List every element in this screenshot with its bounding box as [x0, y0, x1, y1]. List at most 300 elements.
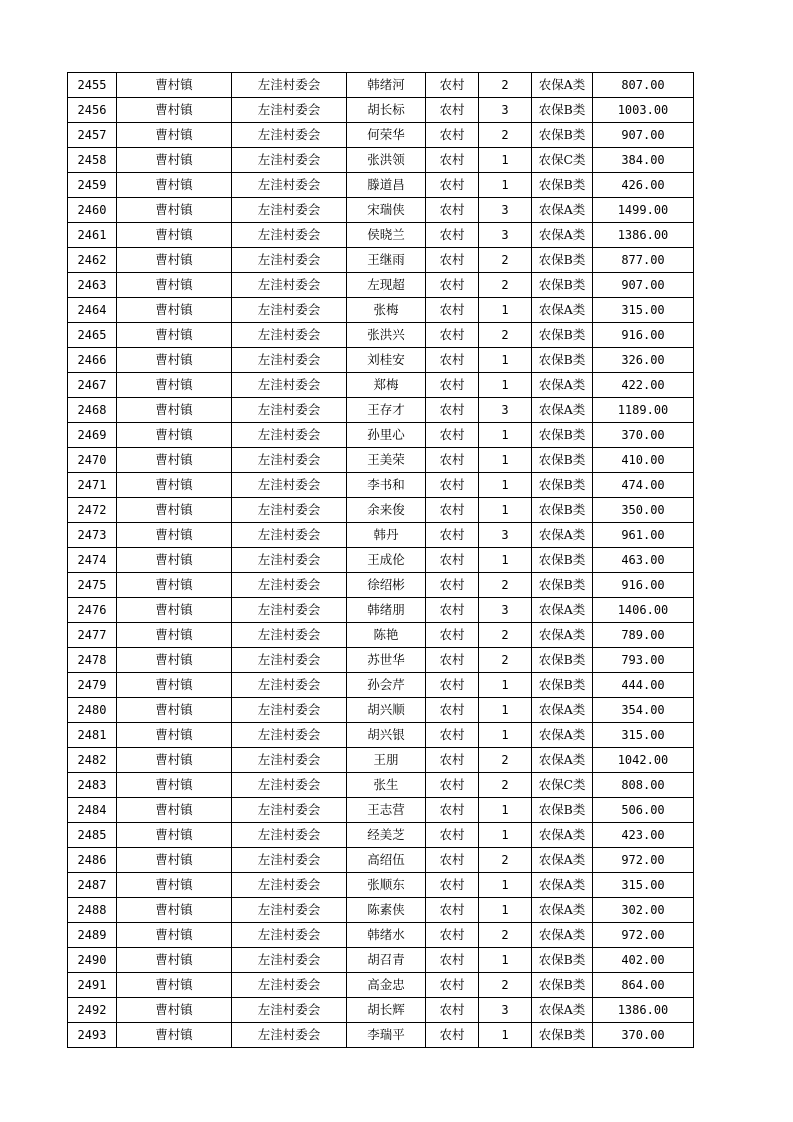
table-row: [68, 873, 694, 898]
cell-town: 曹村镇: [117, 973, 232, 998]
cell-village-committee: 左洼村委会: [232, 673, 347, 698]
cell-person-name: 左现超: [347, 273, 426, 298]
cell-household-size: 2: [479, 923, 532, 948]
cell-person-name: 经美芝: [347, 823, 426, 848]
table-row: [68, 123, 694, 148]
cell-person-name: 滕道昌: [347, 173, 426, 198]
cell-serial-number: 2493: [68, 1023, 117, 1048]
table-row: [68, 548, 694, 573]
cell-household-size: 1: [479, 798, 532, 823]
cell-serial-number: 2477: [68, 623, 117, 648]
cell-serial-number: 2472: [68, 498, 117, 523]
cell-insurance-category: 农保A类: [532, 298, 593, 323]
cell-insurance-category: 农保B类: [532, 548, 593, 573]
table-row: [68, 323, 694, 348]
cell-village-committee: 左洼村委会: [232, 398, 347, 423]
cell-town: 曹村镇: [117, 773, 232, 798]
cell-village-committee: 左洼村委会: [232, 773, 347, 798]
cell-insurance-category: 农保B类: [532, 573, 593, 598]
cell-village-committee: 左洼村委会: [232, 223, 347, 248]
cell-insurance-category: 农保A类: [532, 723, 593, 748]
cell-insurance-category: 农保A类: [532, 73, 593, 98]
cell-insurance-category: 农保C类: [532, 773, 593, 798]
cell-village-committee: 左洼村委会: [232, 948, 347, 973]
cell-household-size: 2: [479, 648, 532, 673]
cell-town: 曹村镇: [117, 298, 232, 323]
cell-area-type: 农村: [426, 598, 479, 623]
cell-household-size: 3: [479, 98, 532, 123]
cell-insurance-category: 农保A类: [532, 823, 593, 848]
cell-serial-number: 2462: [68, 248, 117, 273]
cell-town: 曹村镇: [117, 123, 232, 148]
table-row: [68, 823, 694, 848]
cell-person-name: 王朋: [347, 748, 426, 773]
cell-insurance-category: 农保A类: [532, 223, 593, 248]
cell-town: 曹村镇: [117, 373, 232, 398]
cell-town: 曹村镇: [117, 948, 232, 973]
cell-town: 曹村镇: [117, 648, 232, 673]
cell-amount: 474.00: [593, 473, 694, 498]
cell-town: 曹村镇: [117, 1023, 232, 1048]
cell-household-size: 1: [479, 473, 532, 498]
cell-household-size: 2: [479, 623, 532, 648]
cell-area-type: 农村: [426, 623, 479, 648]
cell-area-type: 农村: [426, 98, 479, 123]
cell-town: 曹村镇: [117, 523, 232, 548]
cell-town: 曹村镇: [117, 148, 232, 173]
cell-amount: 315.00: [593, 723, 694, 748]
cell-household-size: 1: [479, 448, 532, 473]
cell-town: 曹村镇: [117, 73, 232, 98]
cell-amount: 1042.00: [593, 748, 694, 773]
cell-household-size: 2: [479, 848, 532, 873]
table-row: [68, 773, 694, 798]
cell-town: 曹村镇: [117, 248, 232, 273]
cell-household-size: 1: [479, 373, 532, 398]
cell-insurance-category: 农保A类: [532, 898, 593, 923]
cell-insurance-category: 农保A类: [532, 598, 593, 623]
cell-village-committee: 左洼村委会: [232, 548, 347, 573]
table-row: [68, 1023, 694, 1048]
cell-area-type: 农村: [426, 523, 479, 548]
cell-area-type: 农村: [426, 548, 479, 573]
cell-amount: 972.00: [593, 923, 694, 948]
cell-insurance-category: 农保B类: [532, 423, 593, 448]
cell-household-size: 3: [479, 198, 532, 223]
table-row: [68, 448, 694, 473]
cell-insurance-category: 农保A类: [532, 873, 593, 898]
cell-town: 曹村镇: [117, 548, 232, 573]
cell-town: 曹村镇: [117, 898, 232, 923]
cell-person-name: 高金忠: [347, 973, 426, 998]
cell-town: 曹村镇: [117, 98, 232, 123]
cell-amount: 410.00: [593, 448, 694, 473]
table-row: [68, 223, 694, 248]
cell-serial-number: 2474: [68, 548, 117, 573]
cell-household-size: 2: [479, 748, 532, 773]
cell-area-type: 农村: [426, 698, 479, 723]
cell-area-type: 农村: [426, 773, 479, 798]
cell-serial-number: 2487: [68, 873, 117, 898]
table-row: [68, 673, 694, 698]
cell-area-type: 农村: [426, 248, 479, 273]
cell-village-committee: 左洼村委会: [232, 298, 347, 323]
cell-town: 曹村镇: [117, 848, 232, 873]
cell-town: 曹村镇: [117, 573, 232, 598]
cell-amount: 422.00: [593, 373, 694, 398]
cell-person-name: 胡兴银: [347, 723, 426, 748]
cell-village-committee: 左洼村委会: [232, 873, 347, 898]
cell-area-type: 农村: [426, 73, 479, 98]
cell-area-type: 农村: [426, 348, 479, 373]
cell-amount: 370.00: [593, 423, 694, 448]
cell-insurance-category: 农保A类: [532, 398, 593, 423]
cell-insurance-category: 农保B类: [532, 273, 593, 298]
cell-serial-number: 2490: [68, 948, 117, 973]
cell-town: 曹村镇: [117, 448, 232, 473]
cell-amount: 463.00: [593, 548, 694, 573]
cell-serial-number: 2483: [68, 773, 117, 798]
cell-village-committee: 左洼村委会: [232, 173, 347, 198]
cell-insurance-category: 农保B类: [532, 673, 593, 698]
table-row: [68, 848, 694, 873]
cell-household-size: 1: [479, 173, 532, 198]
cell-area-type: 农村: [426, 498, 479, 523]
cell-area-type: 农村: [426, 173, 479, 198]
cell-household-size: 3: [479, 523, 532, 548]
cell-area-type: 农村: [426, 823, 479, 848]
table-row: [68, 173, 694, 198]
cell-insurance-category: 农保B类: [532, 948, 593, 973]
cell-village-committee: 左洼村委会: [232, 648, 347, 673]
cell-amount: 506.00: [593, 798, 694, 823]
cell-insurance-category: 农保B类: [532, 798, 593, 823]
cell-insurance-category: 农保B类: [532, 448, 593, 473]
cell-insurance-category: 农保C类: [532, 148, 593, 173]
cell-village-committee: 左洼村委会: [232, 723, 347, 748]
cell-area-type: 农村: [426, 448, 479, 473]
cell-area-type: 农村: [426, 123, 479, 148]
cell-insurance-category: 农保B类: [532, 648, 593, 673]
cell-village-committee: 左洼村委会: [232, 198, 347, 223]
cell-area-type: 农村: [426, 973, 479, 998]
cell-person-name: 张梅: [347, 298, 426, 323]
cell-person-name: 韩绪水: [347, 923, 426, 948]
cell-amount: 402.00: [593, 948, 694, 973]
cell-person-name: 侯晓兰: [347, 223, 426, 248]
table-row: [68, 948, 694, 973]
table-row: [68, 923, 694, 948]
cell-person-name: 王志营: [347, 798, 426, 823]
cell-amount: 793.00: [593, 648, 694, 673]
cell-amount: 916.00: [593, 573, 694, 598]
cell-amount: 1386.00: [593, 223, 694, 248]
cell-person-name: 韩丹: [347, 523, 426, 548]
cell-serial-number: 2465: [68, 323, 117, 348]
cell-amount: 1386.00: [593, 998, 694, 1023]
cell-household-size: 3: [479, 998, 532, 1023]
cell-serial-number: 2489: [68, 923, 117, 948]
cell-town: 曹村镇: [117, 198, 232, 223]
cell-village-committee: 左洼村委会: [232, 98, 347, 123]
cell-area-type: 农村: [426, 423, 479, 448]
cell-village-committee: 左洼村委会: [232, 523, 347, 548]
cell-area-type: 农村: [426, 398, 479, 423]
cell-insurance-category: 农保A类: [532, 198, 593, 223]
table-row: [68, 423, 694, 448]
cell-serial-number: 2485: [68, 823, 117, 848]
table-row: [68, 623, 694, 648]
cell-area-type: 农村: [426, 323, 479, 348]
cell-insurance-category: 农保A类: [532, 998, 593, 1023]
cell-person-name: 孙里心: [347, 423, 426, 448]
cell-serial-number: 2478: [68, 648, 117, 673]
cell-person-name: 陈素侠: [347, 898, 426, 923]
cell-town: 曹村镇: [117, 673, 232, 698]
cell-household-size: 2: [479, 973, 532, 998]
cell-insurance-category: 农保B类: [532, 98, 593, 123]
cell-serial-number: 2470: [68, 448, 117, 473]
cell-household-size: 1: [479, 898, 532, 923]
cell-household-size: 1: [479, 823, 532, 848]
cell-town: 曹村镇: [117, 823, 232, 848]
cell-person-name: 余来俊: [347, 498, 426, 523]
cell-amount: 1003.00: [593, 98, 694, 123]
cell-household-size: 1: [479, 948, 532, 973]
table-row: [68, 573, 694, 598]
cell-household-size: 1: [479, 348, 532, 373]
cell-amount: 864.00: [593, 973, 694, 998]
cell-amount: 350.00: [593, 498, 694, 523]
cell-person-name: 徐绍彬: [347, 573, 426, 598]
cell-area-type: 农村: [426, 473, 479, 498]
cell-village-committee: 左洼村委会: [232, 623, 347, 648]
table-row: [68, 148, 694, 173]
table-row: [68, 98, 694, 123]
cell-serial-number: 2491: [68, 973, 117, 998]
cell-person-name: 何荣华: [347, 123, 426, 148]
cell-person-name: 郑梅: [347, 373, 426, 398]
cell-person-name: 张顺东: [347, 873, 426, 898]
table-row: [68, 698, 694, 723]
cell-household-size: 2: [479, 73, 532, 98]
cell-serial-number: 2486: [68, 848, 117, 873]
cell-household-size: 1: [479, 298, 532, 323]
cell-town: 曹村镇: [117, 223, 232, 248]
cell-household-size: 1: [479, 423, 532, 448]
cell-village-committee: 左洼村委会: [232, 373, 347, 398]
cell-village-committee: 左洼村委会: [232, 423, 347, 448]
cell-household-size: 2: [479, 773, 532, 798]
cell-serial-number: 2467: [68, 373, 117, 398]
table-row: [68, 198, 694, 223]
cell-person-name: 孙会芹: [347, 673, 426, 698]
cell-household-size: 1: [479, 723, 532, 748]
table-row: [68, 73, 694, 98]
cell-serial-number: 2492: [68, 998, 117, 1023]
cell-serial-number: 2466: [68, 348, 117, 373]
table-row: [68, 898, 694, 923]
cell-person-name: 刘桂安: [347, 348, 426, 373]
cell-town: 曹村镇: [117, 723, 232, 748]
cell-serial-number: 2479: [68, 673, 117, 698]
cell-town: 曹村镇: [117, 348, 232, 373]
cell-serial-number: 2488: [68, 898, 117, 923]
cell-amount: 916.00: [593, 323, 694, 348]
cell-area-type: 农村: [426, 898, 479, 923]
cell-village-committee: 左洼村委会: [232, 448, 347, 473]
cell-village-committee: 左洼村委会: [232, 923, 347, 948]
cell-person-name: 张生: [347, 773, 426, 798]
cell-household-size: 2: [479, 573, 532, 598]
cell-amount: 907.00: [593, 273, 694, 298]
cell-serial-number: 2455: [68, 73, 117, 98]
document-page: [67, 72, 693, 1048]
table-row: [68, 498, 694, 523]
cell-village-committee: 左洼村委会: [232, 248, 347, 273]
cell-village-committee: 左洼村委会: [232, 1023, 347, 1048]
cell-amount: 370.00: [593, 1023, 694, 1048]
cell-area-type: 农村: [426, 573, 479, 598]
cell-household-size: 3: [479, 223, 532, 248]
table-row: [68, 723, 694, 748]
cell-household-size: 3: [479, 598, 532, 623]
cell-insurance-category: 农保B类: [532, 173, 593, 198]
cell-town: 曹村镇: [117, 698, 232, 723]
cell-person-name: 李瑞平: [347, 1023, 426, 1048]
cell-area-type: 农村: [426, 198, 479, 223]
cell-town: 曹村镇: [117, 498, 232, 523]
cell-serial-number: 2464: [68, 298, 117, 323]
cell-serial-number: 2482: [68, 748, 117, 773]
cell-person-name: 陈艳: [347, 623, 426, 648]
cell-person-name: 王继雨: [347, 248, 426, 273]
cell-area-type: 农村: [426, 298, 479, 323]
cell-amount: 877.00: [593, 248, 694, 273]
cell-village-committee: 左洼村委会: [232, 973, 347, 998]
cell-serial-number: 2484: [68, 798, 117, 823]
cell-household-size: 1: [479, 873, 532, 898]
cell-insurance-category: 农保B类: [532, 123, 593, 148]
cell-area-type: 农村: [426, 673, 479, 698]
cell-village-committee: 左洼村委会: [232, 798, 347, 823]
cell-serial-number: 2481: [68, 723, 117, 748]
cell-town: 曹村镇: [117, 173, 232, 198]
cell-amount: 1406.00: [593, 598, 694, 623]
cell-area-type: 农村: [426, 723, 479, 748]
cell-village-committee: 左洼村委会: [232, 823, 347, 848]
cell-town: 曹村镇: [117, 398, 232, 423]
cell-town: 曹村镇: [117, 473, 232, 498]
cell-serial-number: 2456: [68, 98, 117, 123]
cell-amount: 315.00: [593, 873, 694, 898]
cell-amount: 1499.00: [593, 198, 694, 223]
cell-insurance-category: 农保A类: [532, 848, 593, 873]
table-row: [68, 798, 694, 823]
cell-household-size: 1: [479, 698, 532, 723]
cell-amount: 315.00: [593, 298, 694, 323]
table-row: [68, 273, 694, 298]
cell-area-type: 农村: [426, 923, 479, 948]
table-row: [68, 648, 694, 673]
cell-person-name: 王存才: [347, 398, 426, 423]
cell-village-committee: 左洼村委会: [232, 998, 347, 1023]
cell-insurance-category: 农保A类: [532, 373, 593, 398]
cell-serial-number: 2457: [68, 123, 117, 148]
table-row: [68, 398, 694, 423]
cell-town: 曹村镇: [117, 998, 232, 1023]
cell-town: 曹村镇: [117, 923, 232, 948]
cell-insurance-category: 农保B类: [532, 498, 593, 523]
cell-amount: 907.00: [593, 123, 694, 148]
cell-town: 曹村镇: [117, 798, 232, 823]
cell-village-committee: 左洼村委会: [232, 73, 347, 98]
cell-amount: 426.00: [593, 173, 694, 198]
cell-area-type: 农村: [426, 948, 479, 973]
cell-household-size: 2: [479, 273, 532, 298]
cell-village-committee: 左洼村委会: [232, 348, 347, 373]
cell-amount: 302.00: [593, 898, 694, 923]
cell-serial-number: 2463: [68, 273, 117, 298]
cell-serial-number: 2459: [68, 173, 117, 198]
cell-amount: 444.00: [593, 673, 694, 698]
cell-household-size: 1: [479, 148, 532, 173]
cell-amount: 423.00: [593, 823, 694, 848]
cell-town: 曹村镇: [117, 598, 232, 623]
cell-area-type: 农村: [426, 798, 479, 823]
cell-household-size: 2: [479, 323, 532, 348]
roster-table: [67, 72, 694, 1048]
cell-area-type: 农村: [426, 998, 479, 1023]
cell-amount: 1189.00: [593, 398, 694, 423]
cell-amount: 961.00: [593, 523, 694, 548]
cell-area-type: 农村: [426, 873, 479, 898]
cell-person-name: 宋瑞侠: [347, 198, 426, 223]
cell-village-committee: 左洼村委会: [232, 573, 347, 598]
cell-insurance-category: 农保A类: [532, 748, 593, 773]
cell-person-name: 高绍伍: [347, 848, 426, 873]
cell-household-size: 1: [479, 548, 532, 573]
cell-village-committee: 左洼村委会: [232, 698, 347, 723]
cell-person-name: 张洪兴: [347, 323, 426, 348]
cell-amount: 789.00: [593, 623, 694, 648]
cell-area-type: 农村: [426, 1023, 479, 1048]
cell-person-name: 苏世华: [347, 648, 426, 673]
cell-serial-number: 2476: [68, 598, 117, 623]
cell-amount: 326.00: [593, 348, 694, 373]
cell-village-committee: 左洼村委会: [232, 898, 347, 923]
cell-person-name: 王美荣: [347, 448, 426, 473]
table-row: [68, 998, 694, 1023]
cell-amount: 808.00: [593, 773, 694, 798]
cell-insurance-category: 农保A类: [532, 923, 593, 948]
cell-town: 曹村镇: [117, 748, 232, 773]
cell-insurance-category: 农保B类: [532, 323, 593, 348]
cell-amount: 972.00: [593, 848, 694, 873]
cell-insurance-category: 农保B类: [532, 248, 593, 273]
cell-area-type: 农村: [426, 748, 479, 773]
cell-person-name: 王成伦: [347, 548, 426, 573]
cell-household-size: 1: [479, 673, 532, 698]
cell-person-name: 张洪领: [347, 148, 426, 173]
cell-serial-number: 2475: [68, 573, 117, 598]
cell-household-size: 2: [479, 123, 532, 148]
cell-village-committee: 左洼村委会: [232, 123, 347, 148]
cell-area-type: 农村: [426, 848, 479, 873]
cell-serial-number: 2480: [68, 698, 117, 723]
cell-area-type: 农村: [426, 648, 479, 673]
cell-town: 曹村镇: [117, 623, 232, 648]
